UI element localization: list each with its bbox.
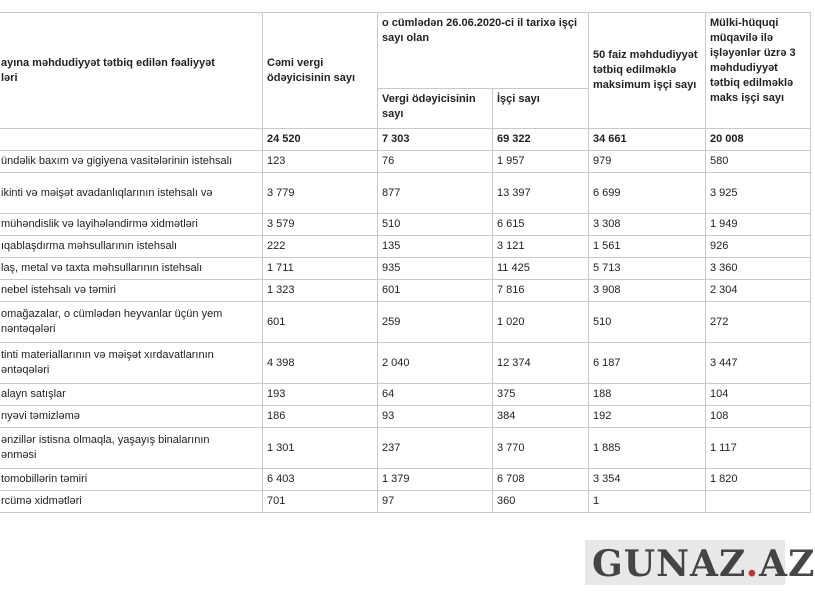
header-ownership: Mülki-hüquqi müqavilə ilə işləyənlər üzrə 3 məhdudiyyət tətbiq edilməklə maks işçi sayı (706, 13, 811, 129)
header-row-1 (0, 13, 811, 89)
table-row (0, 406, 811, 428)
ownership-cell: 3 360 (706, 258, 811, 280)
totals-fifty-percent: 34 661 (589, 129, 706, 151)
workers-cell: 384 (493, 406, 589, 428)
table-row (0, 302, 811, 343)
total-taxpayers-cell: 1 323 (263, 280, 378, 302)
ownership-cell: 926 (706, 236, 811, 258)
workers-cell: 13 397 (493, 173, 589, 214)
fifty-percent-cell: 192 (589, 406, 706, 428)
totals-row (0, 129, 811, 151)
workers-cell: 6 615 (493, 214, 589, 236)
workers-cell: 1 957 (493, 151, 589, 173)
taxpayers-cell: 259 (378, 302, 493, 343)
site-logo-watermark (592, 543, 815, 585)
ownership-cell: 272 (706, 302, 811, 343)
total-taxpayers-cell: 186 (263, 406, 378, 428)
fifty-percent-cell: 1 885 (589, 428, 706, 469)
activity-name-cell: mühəndislik və layihələndirmə xidmətləri (0, 214, 263, 236)
table-row (0, 214, 811, 236)
workers-cell: 375 (493, 384, 589, 406)
data-table-container (0, 12, 811, 513)
taxpayers-cell: 1 379 (378, 469, 493, 491)
totals-total-taxpayers: 24 520 (263, 129, 378, 151)
restrictions-table (0, 12, 811, 513)
taxpayers-cell: 510 (378, 214, 493, 236)
fifty-percent-cell: 188 (589, 384, 706, 406)
activity-name-cell: omağazalar, o cümlədən heyvanlar üçün yem nəntəqələri (0, 302, 263, 343)
header-total-taxpayers: Cəmi vergi ödəyicisinin sayı (263, 13, 378, 129)
activity-name-cell: tomobillərin təmiri (0, 469, 263, 491)
table-row (0, 151, 811, 173)
fifty-percent-cell: 1 561 (589, 236, 706, 258)
activity-name-cell: rcümə xidmətləri (0, 491, 263, 513)
header-taxpayers-sub: Vergi ödəyicisinin sayı (378, 89, 493, 129)
taxpayers-cell: 935 (378, 258, 493, 280)
header-activity: ayına məhdudiyyət tətbiq edilən fəaliyyət ləri (0, 13, 263, 129)
activity-name-cell: tinti materiallarının və məişət xırdavatlarının əntəqələri (0, 343, 263, 384)
taxpayers-cell: 64 (378, 384, 493, 406)
totals-taxpayers: 7 303 (378, 129, 493, 151)
ownership-cell: 3 925 (706, 173, 811, 214)
table-row (0, 258, 811, 280)
ownership-cell: 104 (706, 384, 811, 406)
ownership-cell: 3 447 (706, 343, 811, 384)
workers-cell: 360 (493, 491, 589, 513)
totals-ownership: 20 008 (706, 129, 811, 151)
activity-name-cell: ənzillər istisna olmaqla, yaşayış binalarının ənməsi (0, 428, 263, 469)
table-row (0, 491, 811, 513)
taxpayers-cell: 601 (378, 280, 493, 302)
workers-cell: 1 020 (493, 302, 589, 343)
workers-cell: 11 425 (493, 258, 589, 280)
table-row (0, 236, 811, 258)
ownership-cell: 108 (706, 406, 811, 428)
total-taxpayers-cell: 3 779 (263, 173, 378, 214)
ownership-cell: 2 304 (706, 280, 811, 302)
fifty-percent-cell: 1 (589, 491, 706, 513)
total-taxpayers-cell: 123 (263, 151, 378, 173)
fifty-percent-cell: 510 (589, 302, 706, 343)
activity-name-cell: ündəlik baxım və gigiyena vasitələrinin istehsalı (0, 151, 263, 173)
totals-label (0, 129, 263, 151)
total-taxpayers-cell: 701 (263, 491, 378, 513)
fifty-percent-cell: 5 713 (589, 258, 706, 280)
workers-cell: 3 121 (493, 236, 589, 258)
total-taxpayers-cell: 1 301 (263, 428, 378, 469)
workers-cell: 12 374 (493, 343, 589, 384)
total-taxpayers-cell: 3 579 (263, 214, 378, 236)
fifty-percent-cell: 6 699 (589, 173, 706, 214)
total-taxpayers-cell: 222 (263, 236, 378, 258)
total-taxpayers-cell: 601 (263, 302, 378, 343)
fifty-percent-cell: 3 354 (589, 469, 706, 491)
totals-workers: 69 322 (493, 129, 589, 151)
activity-name-cell: nebel istehsalı və təmiri (0, 280, 263, 302)
taxpayers-cell: 135 (378, 236, 493, 258)
taxpayers-cell: 97 (378, 491, 493, 513)
total-taxpayers-cell: 4 398 (263, 343, 378, 384)
workers-cell: 7 816 (493, 280, 589, 302)
table-row (0, 280, 811, 302)
total-taxpayers-cell: 1 711 (263, 258, 378, 280)
activity-name-cell: laş, metal və taxta məhsullarının istehsalı (0, 258, 263, 280)
taxpayers-cell: 2 040 (378, 343, 493, 384)
fifty-percent-cell: 979 (589, 151, 706, 173)
total-taxpayers-cell: 193 (263, 384, 378, 406)
logo-dot: . (745, 543, 760, 585)
header-workers-sub: İşçi sayı (493, 89, 589, 129)
fifty-percent-cell: 3 908 (589, 280, 706, 302)
ownership-cell: 1 949 (706, 214, 811, 236)
taxpayers-cell: 237 (378, 428, 493, 469)
fifty-percent-cell: 3 308 (589, 214, 706, 236)
ownership-cell: 580 (706, 151, 811, 173)
activity-name-cell: alayn satışlar (0, 384, 263, 406)
table-row (0, 173, 811, 214)
ownership-cell: 1 820 (706, 469, 811, 491)
table-row (0, 428, 811, 469)
workers-cell: 3 770 (493, 428, 589, 469)
ownership-cell (706, 491, 811, 513)
table-body (0, 151, 811, 513)
table-row (0, 469, 811, 491)
header-group-label: o cümlədən 26.06.2020-ci il tarixə işçi sayı olan (378, 13, 589, 89)
table-row (0, 343, 811, 384)
table-row (0, 384, 811, 406)
header-fifty-percent: 50 faiz məhdudiyyət tətbiq edilməklə maksimum işçi sayı (589, 13, 706, 129)
taxpayers-cell: 877 (378, 173, 493, 214)
taxpayers-cell: 76 (378, 151, 493, 173)
activity-name-cell: nyəvi təmizləmə (0, 406, 263, 428)
logo-main-text: GUNAZ (592, 543, 746, 585)
workers-cell: 6 708 (493, 469, 589, 491)
taxpayers-cell: 93 (378, 406, 493, 428)
ownership-cell: 1 117 (706, 428, 811, 469)
logo-tld-text: AZ (759, 543, 815, 585)
activity-name-cell: ikinti və məişət avadanlıqlarının istehsalı və (0, 173, 263, 214)
activity-name-cell: ıqablaşdırma məhsullarının istehsalı (0, 236, 263, 258)
fifty-percent-cell: 6 187 (589, 343, 706, 384)
total-taxpayers-cell: 6 403 (263, 469, 378, 491)
